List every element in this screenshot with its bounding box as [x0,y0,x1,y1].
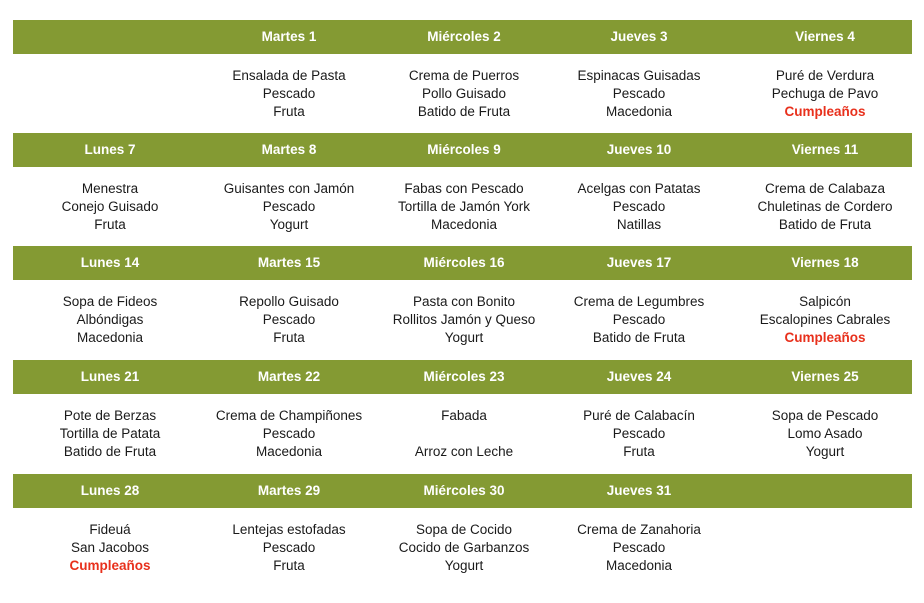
day-menu [549,407,729,461]
day-menu [199,180,379,234]
menu-item: Repollo Guisado [239,294,339,309]
menu-item: Pescado [262,426,316,441]
menu-item: Sopa de Pescado [771,408,879,423]
day-menu [549,521,729,575]
menu-item: Crema de Zanahoria [577,522,701,537]
day-menu [20,293,200,347]
day-menu [549,293,729,347]
day-menu [199,293,379,347]
menu-item: Guisantes con Jamón [223,181,355,196]
day-label: Lunes 14 [80,255,140,270]
menu-item: Pescado [612,312,666,327]
menu-item: Pechuga de Pavo [771,86,879,101]
menu-item: Menestra [81,181,139,196]
day-label: Lunes 7 [84,142,136,157]
menu-item: Pescado [612,426,666,441]
day-menu [549,180,729,234]
menu-item: Arroz con Leche [414,444,514,459]
menu-item: Batido de Fruta [417,104,511,119]
menu-item: Pescado [612,86,666,101]
day-label: Miércoles 23 [423,369,505,384]
menu-item: Pollo Guisado [421,86,507,101]
menu-item: Yogurt [269,217,309,232]
day-menu [20,521,200,575]
day-label: Jueves 10 [606,142,672,157]
day-menu [549,67,729,121]
menu-item: Fruta [94,217,126,232]
menu-item: Pescado [612,540,666,555]
menu-item: Macedonia [605,558,673,573]
menu-item: Macedonia [76,330,144,345]
menu-item: Lomo Asado [787,426,863,441]
menu-item: Fruta [623,444,655,459]
day-label: Lunes 28 [80,483,140,498]
day-label: Martes 8 [261,142,317,157]
day-menu [735,180,915,234]
menu-item: Fabada [441,408,487,423]
day-label: Viernes 4 [795,29,855,44]
menu-item: Cocido de Garbanzos [398,540,530,555]
menu-item: Rollitos Jamón y Queso [392,312,536,327]
menu-item: Puré de Calabacín [583,408,695,423]
day-menu [374,407,554,461]
menu-item: Puré de Verdura [775,68,875,83]
menu-item: Conejo Guisado [61,199,159,214]
day-label: Martes 15 [257,255,321,270]
menu-item: Crema de Calabaza [764,181,886,196]
menu-item: Macedonia [430,217,498,232]
day-label: Viernes 11 [791,142,859,157]
menu-item: Fabas con Pescado [404,181,524,196]
menu-item: Pescado [262,540,316,555]
menu-item: Yogurt [805,444,845,459]
day-menu [374,180,554,234]
day-label: Jueves 17 [606,255,672,270]
menu-item: Sopa de Fideos [62,294,158,309]
day-label: Martes 1 [261,29,317,44]
birthday-label: Cumpleaños [784,330,866,345]
day-menu [374,293,554,347]
day-label: Jueves 31 [606,483,672,498]
day-menu [199,521,379,575]
menu-item: Pescado [262,312,316,327]
menu-item: Pote de Berzas [63,408,157,423]
menu-item [374,425,554,443]
day-menu [735,407,915,461]
day-menu [374,521,554,575]
menu-item: Pasta con Bonito [412,294,516,309]
menu-item: Pescado [262,199,316,214]
menu-item: San Jacobos [70,540,150,555]
menu-item: Fruta [273,330,305,345]
menu-item: Pescado [262,86,316,101]
day-menu [199,67,379,121]
birthday-label: Cumpleaños [784,104,866,119]
menu-item: Yogurt [444,558,484,573]
menu-item: Albóndigas [76,312,144,327]
day-label: Jueves 24 [606,369,672,384]
day-label: Miércoles 16 [423,255,505,270]
day-label: Lunes 21 [80,369,140,384]
menu-item: Tortilla de Patata [59,426,161,441]
menu-item: Sopa de Cocido [415,522,513,537]
menu-item: Chuletinas de Cordero [757,199,893,214]
menu-item: Batido de Fruta [592,330,686,345]
day-label: Miércoles 9 [427,142,501,157]
menu-item: Escalopines Cabrales [759,312,891,327]
day-menu [199,407,379,461]
menu-item: Fruta [273,558,305,573]
menu-item: Tortilla de Jamón York [397,199,531,214]
menu-item: Lentejas estofadas [232,522,346,537]
birthday-label: Cumpleaños [69,558,151,573]
menu-item: Ensalada de Pasta [232,68,346,83]
menu-item: Batido de Fruta [778,217,872,232]
menu-item: Crema de Puerros [408,68,520,83]
menu-item: Salpicón [799,294,851,309]
menu-item: Fideuá [89,522,131,537]
day-label: Martes 22 [257,369,321,384]
menu-item: Natillas [616,217,662,232]
day-menu [20,407,200,461]
menu-item: Crema de Champiñones [215,408,363,423]
menu-item: Yogurt [444,330,484,345]
day-menu [735,67,915,121]
menu-item: Fruta [273,104,305,119]
day-label: Miércoles 2 [427,29,501,44]
day-menu [735,293,915,347]
day-label: Martes 29 [257,483,321,498]
day-label: Miércoles 30 [423,483,505,498]
day-menu [374,67,554,121]
day-label: Viernes 18 [791,255,859,270]
menu-item: Espinacas Guisadas [577,68,701,83]
day-menu [20,180,200,234]
menu-item: Macedonia [255,444,323,459]
menu-item: Pescado [612,199,666,214]
menu-item: Macedonia [605,104,673,119]
menu-item: Crema de Legumbres [573,294,705,309]
day-label: Viernes 25 [791,369,859,384]
day-label: Jueves 3 [610,29,668,44]
menu-item: Acelgas con Patatas [577,181,701,196]
menu-item: Batido de Fruta [63,444,157,459]
